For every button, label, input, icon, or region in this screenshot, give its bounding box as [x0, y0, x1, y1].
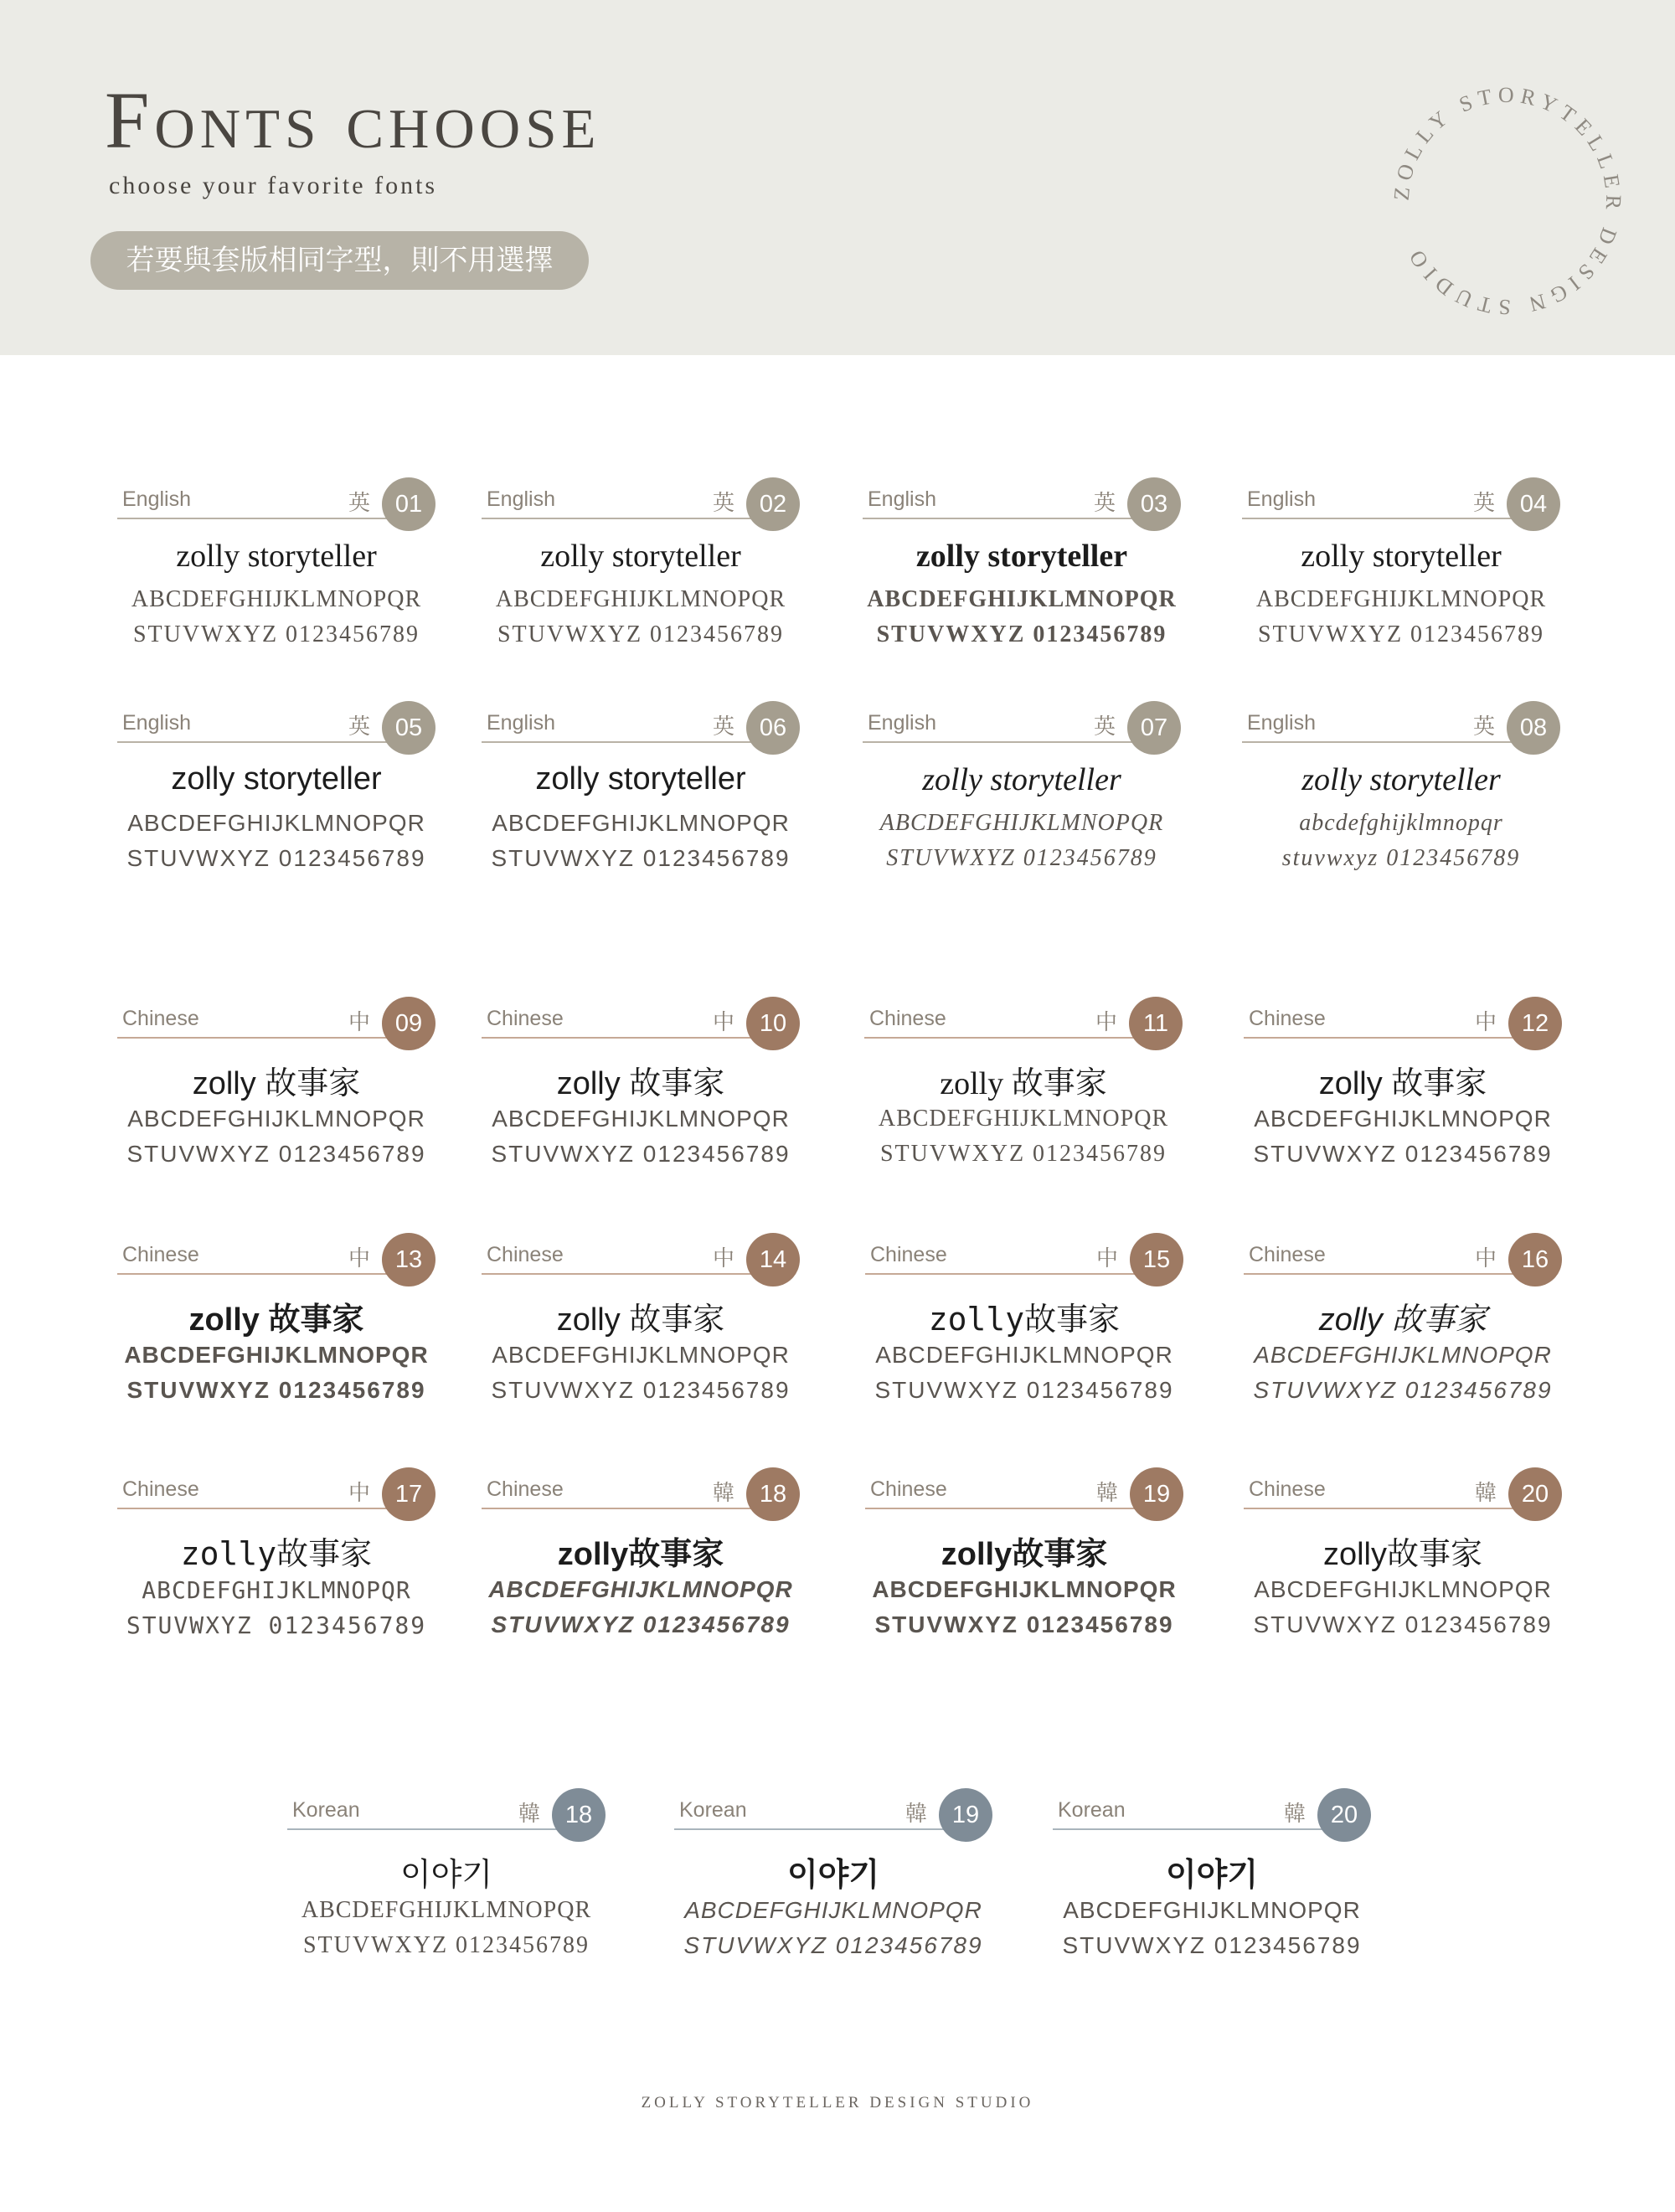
- alphabet-numbers-line: STUVWXYZ 0123456789: [1062, 1932, 1362, 1958]
- language-label: Chinese: [122, 1007, 199, 1030]
- alphabet-line: ABCDEFGHIJKLMNOPQR: [124, 1342, 429, 1368]
- page-subtitle: choose your favorite fonts: [109, 172, 438, 199]
- language-label: Chinese: [487, 1007, 564, 1030]
- font-card-english-05[interactable]: [117, 693, 436, 885]
- font-number-badge: 09: [382, 997, 436, 1050]
- font-card-english-03[interactable]: [863, 469, 1181, 662]
- divider: [117, 741, 405, 743]
- language-char: 英: [1472, 714, 1495, 739]
- font-card-chinese-14[interactable]: [482, 1225, 800, 1417]
- note-pill: 若要與套版相同字型，則不用選擇: [90, 231, 589, 290]
- font-card-english-04[interactable]: [1242, 469, 1560, 662]
- language-label: English: [487, 711, 555, 735]
- language-char: 中: [1474, 1009, 1497, 1034]
- alphabet-numbers-line: STUVWXYZ 0123456789: [491, 1611, 791, 1637]
- language-char: 韓: [1095, 1480, 1118, 1505]
- language-label: Chinese: [1249, 1477, 1326, 1501]
- alphabet-numbers-line: STUVWXYZ 0123456789: [497, 621, 785, 647]
- font-number-badge: 19: [1130, 1467, 1183, 1521]
- font-card-chinese-16[interactable]: [1244, 1225, 1562, 1417]
- alphabet-numbers-line: STUVWXYZ 0123456789: [874, 1377, 1174, 1403]
- font-sample-text: 이야기: [786, 1858, 880, 1893]
- alphabet-numbers-line: STUVWXYZ 0123456789: [302, 1932, 590, 1958]
- font-number-badge: 07: [1127, 701, 1181, 755]
- divider: [1242, 518, 1530, 519]
- divider: [865, 1273, 1153, 1275]
- alphabet-numbers-line: STUVWXYZ 0123456789: [126, 1141, 426, 1167]
- language-char: 韓: [1474, 1480, 1497, 1505]
- alphabet-numbers-line: STUVWXYZ 0123456789: [491, 1141, 791, 1167]
- font-card-english-02[interactable]: [482, 469, 800, 662]
- alphabet-line: ABCDEFGHIJKLMNOPQR: [301, 1897, 592, 1923]
- font-number-badge: 08: [1507, 701, 1560, 755]
- font-sample-text: zolly 故事家: [188, 1302, 364, 1338]
- language-char: 英: [348, 490, 370, 515]
- alphabet-line: ABCDEFGHIJKLMNOPQR: [879, 810, 1164, 836]
- alphabet-numbers-line: STUVWXYZ 0123456789: [1257, 621, 1545, 647]
- font-card-chinese-17[interactable]: [117, 1459, 436, 1652]
- font-sample-text: zolly故事家: [941, 1537, 1108, 1572]
- language-label: Korean: [292, 1798, 360, 1822]
- alphabet-line: ABCDEFGHIJKLMNOPQR: [878, 1106, 1169, 1132]
- language-char: 韓: [1283, 1801, 1306, 1826]
- font-sample-text: 이야기: [1165, 1858, 1259, 1893]
- font-card-chinese-20[interactable]: [1244, 1459, 1562, 1652]
- alphabet-line: ABCDEFGHIJKLMNOPQR: [127, 810, 425, 836]
- alphabet-line: abcdefghijklmnopqr: [1299, 810, 1503, 836]
- language-char: 英: [712, 490, 734, 515]
- language-char: 英: [712, 714, 734, 739]
- font-number-badge: 11: [1129, 997, 1183, 1050]
- language-char: 中: [1095, 1245, 1118, 1271]
- alphabet-numbers-line: stuvwxyz 0123456789: [1281, 845, 1521, 871]
- font-sample-text: zolly storyteller: [535, 761, 746, 797]
- font-number-badge: 18: [552, 1788, 606, 1842]
- alphabet-numbers-line: STUVWXYZ 0123456789: [126, 1377, 426, 1403]
- divider: [482, 518, 770, 519]
- alphabet-numbers-line: STUVWXYZ 0123456789: [491, 1377, 791, 1403]
- divider: [865, 1508, 1153, 1509]
- font-number-badge: 04: [1507, 477, 1560, 531]
- language-char: 中: [712, 1009, 734, 1034]
- alphabet-line: ABCDEFGHIJKLMNOPQR: [1254, 1342, 1552, 1368]
- language-label: English: [1247, 487, 1316, 511]
- alphabet-line: ABCDEFGHIJKLMNOPQR: [867, 586, 1177, 612]
- font-sample-text: zolly 故事家: [1318, 1066, 1487, 1101]
- alphabet-numbers-line: STUVWXYZ 0123456789: [1253, 1611, 1553, 1637]
- font-number-badge: 15: [1130, 1233, 1183, 1286]
- alphabet-line: ABCDEFGHIJKLMNOPQR: [492, 1106, 790, 1132]
- language-label: English: [122, 711, 191, 735]
- language-char: 中: [1095, 1009, 1117, 1034]
- alphabet-numbers-line: STUVWXYZ 0123456789: [886, 845, 1157, 871]
- language-char: 中: [712, 1245, 734, 1271]
- font-number-badge: 05: [382, 701, 436, 755]
- font-number-badge: 06: [746, 701, 800, 755]
- language-label: Chinese: [1249, 1007, 1326, 1030]
- font-number-badge: 19: [939, 1788, 992, 1842]
- alphabet-line: ABCDEFGHIJKLMNOPQR: [1254, 1106, 1552, 1132]
- font-sample-text: zolly storyteller: [176, 539, 377, 574]
- font-sample-text: zolly storyteller: [915, 539, 1128, 574]
- font-number-badge: 02: [746, 477, 800, 531]
- alphabet-line: ABCDEFGHIJKLMNOPQR: [875, 1342, 1173, 1368]
- language-char: 韓: [518, 1801, 540, 1826]
- divider: [1053, 1828, 1341, 1830]
- font-number-badge: 16: [1508, 1233, 1562, 1286]
- alphabet-line: ABCDEFGHIJKLMNOPQR: [492, 810, 790, 836]
- alphabet-line: ABCDEFGHIJKLMNOPQR: [872, 1576, 1177, 1602]
- divider: [482, 1508, 770, 1509]
- alphabet-line: ABCDEFGHIJKLMNOPQR: [1063, 1897, 1361, 1923]
- language-char: 英: [1472, 490, 1495, 515]
- language-label: Chinese: [1249, 1243, 1326, 1266]
- font-number-badge: 17: [382, 1467, 436, 1521]
- font-number-badge: 14: [746, 1233, 800, 1286]
- font-card-english-08[interactable]: [1242, 693, 1560, 885]
- divider: [674, 1828, 962, 1830]
- font-number-badge: 20: [1508, 1467, 1562, 1521]
- alphabet-numbers-line: STUVWXYZ 0123456789: [876, 621, 1167, 647]
- alphabet-line: ABCDEFGHIJKLMNOPQR: [131, 586, 422, 612]
- divider: [1244, 1508, 1532, 1509]
- font-card-chinese-11[interactable]: [864, 988, 1183, 1181]
- language-label: Chinese: [487, 1243, 564, 1266]
- font-sample-text: 이야기: [399, 1858, 493, 1893]
- language-label: Chinese: [122, 1243, 199, 1266]
- alphabet-numbers-line: STUVWXYZ 0123456789: [1253, 1377, 1553, 1403]
- font-number-badge: 01: [382, 477, 436, 531]
- font-number-badge: 12: [1508, 997, 1562, 1050]
- divider: [1244, 1037, 1532, 1039]
- language-char: 中: [1474, 1245, 1497, 1271]
- font-card-korean-19[interactable]: [674, 1780, 992, 1972]
- alphabet-line: ABCDEFGHIJKLMNOPQR: [1255, 586, 1547, 612]
- alphabet-numbers-line: STUVWXYZ 0123456789: [1253, 1141, 1553, 1167]
- language-label: Chinese: [870, 1477, 947, 1501]
- seal-text: ZOLLY STORYTELLER DESIGN STUDIO: [1389, 82, 1626, 320]
- header-band: [0, 0, 1675, 355]
- font-sample-text: zolly storyteller: [922, 762, 1121, 797]
- font-sample-text: zolly 故事家: [1318, 1302, 1487, 1338]
- font-sample-text: zolly storyteller: [171, 761, 382, 797]
- font-sample-text: zolly 故事家: [192, 1066, 361, 1101]
- language-label: Chinese: [122, 1477, 199, 1501]
- language-label: Korean: [679, 1798, 747, 1822]
- divider: [287, 1828, 575, 1830]
- font-sample-text: zolly故事家: [180, 1535, 373, 1572]
- font-number-badge: 10: [746, 997, 800, 1050]
- language-char: 英: [1093, 714, 1116, 739]
- language-label: English: [1247, 711, 1316, 735]
- alphabet-line: ABCDEFGHIJKLMNOPQR: [142, 1576, 411, 1604]
- footer-studio-name: ZOLLY STORYTELLER DESIGN STUDIO: [641, 2094, 1034, 2111]
- font-card-chinese-18[interactable]: [482, 1459, 800, 1652]
- font-card-chinese-09[interactable]: [117, 988, 436, 1181]
- language-char: 英: [348, 714, 370, 739]
- svg-text:ZOLLY STORYTELLER DESIGN STUDI: [1389, 83, 1626, 320]
- alphabet-line: ABCDEFGHIJKLMNOPQR: [127, 1106, 425, 1132]
- divider: [482, 741, 770, 743]
- font-sample-text: zolly 故事家: [556, 1066, 725, 1101]
- font-sample-text: zolly storyteller: [1301, 539, 1502, 574]
- divider: [863, 518, 1151, 519]
- language-char: 中: [348, 1480, 370, 1505]
- divider: [117, 1037, 405, 1039]
- language-char: 韓: [712, 1480, 734, 1505]
- divider: [117, 1508, 405, 1509]
- font-number-badge: 18: [746, 1467, 800, 1521]
- divider: [864, 1037, 1152, 1039]
- alphabet-numbers-line: STUVWXYZ 0123456789: [126, 1611, 427, 1639]
- font-card-chinese-10[interactable]: [482, 988, 800, 1181]
- language-char: 中: [348, 1009, 370, 1034]
- language-char: 英: [1093, 490, 1116, 515]
- font-sample-text: zolly 故事家: [556, 1302, 725, 1338]
- language-label: Chinese: [870, 1243, 947, 1266]
- font-sample-text: zolly 故事家: [940, 1066, 1107, 1101]
- divider: [1242, 741, 1530, 743]
- alphabet-numbers-line: STUVWXYZ 0123456789: [126, 845, 426, 871]
- font-number-badge: 03: [1127, 477, 1181, 531]
- font-sample-text: zolly故事家: [1322, 1537, 1483, 1572]
- font-card-english-06[interactable]: [482, 693, 800, 885]
- divider: [117, 1273, 405, 1275]
- font-number-badge: 13: [382, 1233, 436, 1286]
- language-char: 中: [348, 1245, 370, 1271]
- alphabet-line: ABCDEFGHIJKLMNOPQR: [1254, 1576, 1552, 1602]
- divider: [863, 741, 1151, 743]
- alphabet-line: ABCDEFGHIJKLMNOPQR: [495, 586, 786, 612]
- font-sample-text: zolly storyteller: [540, 539, 741, 574]
- font-sample-text: zolly故事家: [557, 1537, 724, 1572]
- font-card-korean-18[interactable]: [287, 1780, 606, 1972]
- language-char: 韓: [904, 1801, 927, 1826]
- divider: [482, 1037, 770, 1039]
- divider: [117, 518, 405, 519]
- font-card-english-07[interactable]: [863, 693, 1181, 885]
- language-label: English: [487, 487, 555, 511]
- alphabet-numbers-line: STUVWXYZ 0123456789: [132, 621, 420, 647]
- language-label: English: [868, 487, 936, 511]
- language-label: English: [868, 711, 936, 735]
- language-label: English: [122, 487, 191, 511]
- divider: [1244, 1273, 1532, 1275]
- page-title: Fonts choose: [105, 75, 601, 165]
- font-card-chinese-19[interactable]: [865, 1459, 1183, 1652]
- font-sample-text: zolly故事家: [928, 1301, 1121, 1338]
- font-sample-text: zolly storyteller: [1301, 762, 1501, 797]
- font-card-chinese-13[interactable]: [117, 1225, 436, 1417]
- font-card-chinese-12[interactable]: [1244, 988, 1562, 1181]
- alphabet-numbers-line: STUVWXYZ 0123456789: [879, 1141, 1167, 1167]
- divider: [482, 1273, 770, 1275]
- language-label: Korean: [1058, 1798, 1126, 1822]
- alphabet-line: ABCDEFGHIJKLMNOPQR: [492, 1342, 790, 1368]
- studio-seal-logo: [1382, 75, 1633, 327]
- font-card-korean-20[interactable]: [1053, 1780, 1371, 1972]
- alphabet-line: ABCDEFGHIJKLMNOPQR: [684, 1897, 982, 1923]
- alphabet-numbers-line: STUVWXYZ 0123456789: [874, 1611, 1174, 1637]
- language-label: Chinese: [487, 1477, 564, 1501]
- font-card-chinese-15[interactable]: [865, 1225, 1183, 1417]
- font-number-badge: 20: [1317, 1788, 1371, 1842]
- alphabet-numbers-line: STUVWXYZ 0123456789: [683, 1932, 983, 1958]
- alphabet-line: ABCDEFGHIJKLMNOPQR: [488, 1576, 793, 1602]
- language-label: Chinese: [869, 1007, 946, 1030]
- alphabet-numbers-line: STUVWXYZ 0123456789: [491, 845, 791, 871]
- font-card-english-01[interactable]: [117, 469, 436, 662]
